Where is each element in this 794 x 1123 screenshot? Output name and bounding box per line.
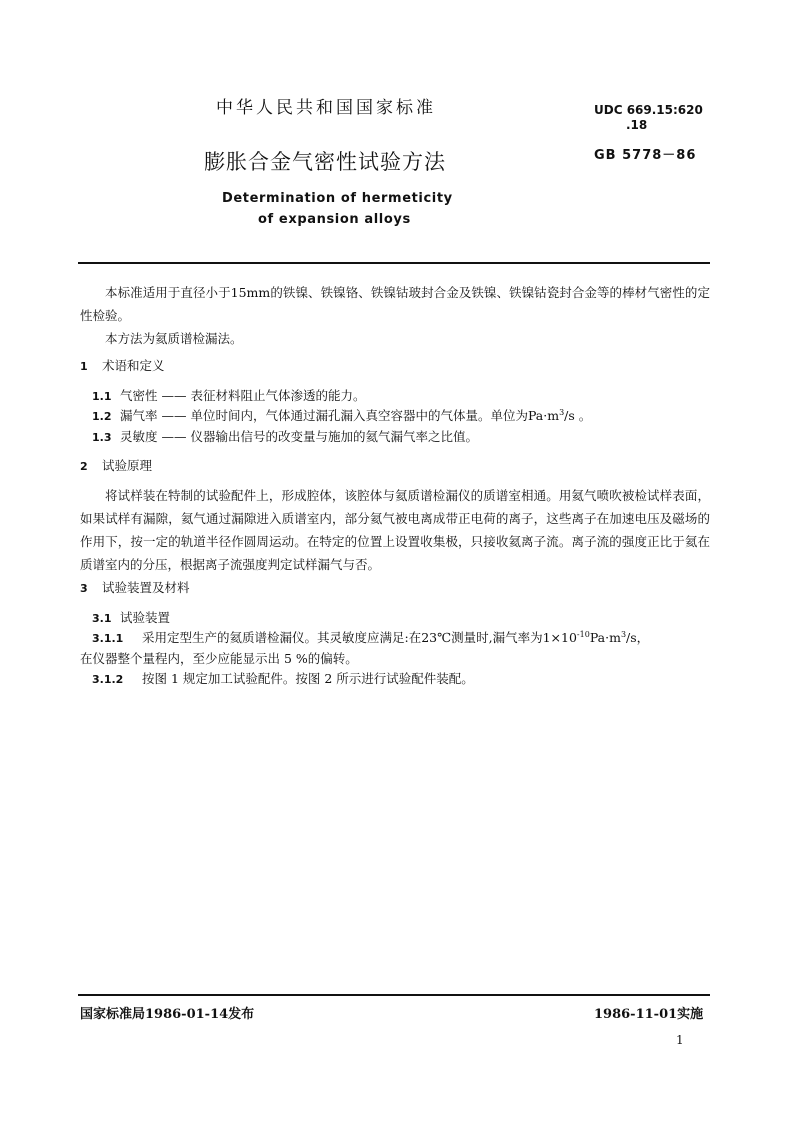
section-number: 3 <box>80 582 88 595</box>
clause-3-1-1-continued: 在仪器整个量程内，至少应能显示出 5 %的偏转。 <box>80 651 358 666</box>
udc-code: UDC 669.15:620 <box>594 103 703 117</box>
section-number: 1 <box>80 360 88 373</box>
footer-divider <box>78 994 710 996</box>
clause-3-1-2 <box>92 667 474 691</box>
standard-organization: 中华人民共和国国家标准 <box>216 98 436 118</box>
clause-number: 3.1.1 <box>92 632 124 645</box>
effective-date: 1986-11-01实施 <box>594 1007 704 1022</box>
page-number: 1 <box>676 1033 684 1047</box>
clause-text: 漏气率 —— 单位时间内，气体通过漏孔漏入真空容器中的气体量。单位为Pa·m <box>120 408 560 423</box>
header-divider <box>78 262 710 264</box>
english-title-line-1: Determination of hermeticity <box>222 191 453 206</box>
english-title-line-2: of expansion alloys <box>258 212 411 227</box>
udc-code-continued: .18 <box>626 118 648 132</box>
clause-text-end: /s 。 <box>564 408 592 423</box>
intro-paragraph-scope: 本标准适用于直径小于15mm的铁镍、铁镍铬、铁镍钴玻封合金及铁镍、铁镍钴瓷封合金等的棒材气密性的定性检验。 <box>80 285 710 323</box>
clause-number: 1.1 <box>92 390 112 403</box>
clause-text: 气密性 —— 表征材料阻止气体渗透的能力。 <box>120 388 366 403</box>
section-3-heading <box>80 578 190 596</box>
section-number: 2 <box>80 460 88 473</box>
clause-text-unit: Pa·m <box>589 630 621 645</box>
issue-date: 国家标准局1986-01-14发布 <box>80 1007 255 1022</box>
section-1-heading <box>80 356 165 374</box>
superscript-exponent: -10 <box>576 629 590 639</box>
section-title: 术语和定义 <box>102 358 165 373</box>
clause-number: 1.2 <box>92 410 112 423</box>
clause-text-end: /s， <box>626 630 650 645</box>
clause-text: 灵敏度 —— 仪器输出信号的改变量与施加的氦气漏气率之比值。 <box>120 429 478 444</box>
clause-text: 试验装置 <box>120 610 171 625</box>
clause-text: 采用定型生产的氦质谱检漏仪。其灵敏度应满足:在23℃测量时,漏气率为1×10 <box>142 630 577 645</box>
section-title: 试验装置及材料 <box>102 580 190 595</box>
section-2-heading <box>80 456 152 474</box>
clause-number: 3.1 <box>92 612 112 625</box>
intro-paragraph-method: 本方法为氦质谱检漏法。 <box>105 331 243 346</box>
document-title: 膨胀合金气密性试验方法 <box>204 150 446 174</box>
section-title: 试验原理 <box>102 458 153 473</box>
superscript: 3 <box>559 407 565 417</box>
definition-1-3 <box>92 425 478 449</box>
clause-number: 1.3 <box>92 431 112 444</box>
gb-standard-number: GB 5778－86 <box>594 148 697 163</box>
clause-text: 按图 1 规定加工试验配件。按图 2 所示进行试验配件装配。 <box>142 671 474 686</box>
principle-paragraph: 将试样装在特制的试验配件上，形成腔体，该腔体与氦质谱检漏仪的质谱室相通。用氦气喷吹被检试样表面，如果试样有漏隙，氦气通过漏隙进入质谱室内，部分氦气被电离成带正电荷的离子，这些离子在加速电压及磁场的作用下，按一定的轨道半径作圆周运动。在特定的位置上设置收集极，只接收氦离子流。离子流的强度正比于氦在质谱室内的分压，根据离子流强度判定试样漏气与否。 <box>80 488 710 572</box>
clause-number: 3.1.2 <box>92 673 124 686</box>
superscript-cube: 3 <box>620 629 627 639</box>
